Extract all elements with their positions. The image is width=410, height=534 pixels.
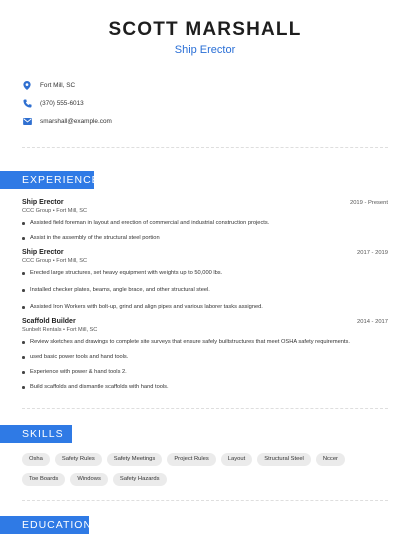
job-bullet: Assisted field foreman in layout and erection of commercial and industrial construction projects. xyxy=(22,220,388,227)
job-title: Ship Erector xyxy=(22,249,64,256)
contact-email xyxy=(22,112,410,130)
job-entry xyxy=(22,249,388,311)
email-icon xyxy=(22,116,32,126)
resume-header xyxy=(0,0,410,57)
skill-chip: Windows xyxy=(70,473,108,486)
phone-icon xyxy=(22,98,32,108)
skill-chip: Safety Meetings xyxy=(107,453,163,466)
job-meta: CCC Group • Fort Mill, SC xyxy=(22,258,88,264)
job-bullet: Assist in the assembly of the structural steel portion xyxy=(22,235,388,242)
skill-chip: Toe Boards xyxy=(22,473,65,486)
divider xyxy=(22,408,388,409)
divider xyxy=(22,500,388,501)
job-meta: Sunbelt Rentals • Fort Mill, SC xyxy=(22,327,98,333)
divider xyxy=(22,147,388,148)
skill-chip: Safety Rules xyxy=(55,453,102,466)
job-bullet: Review sketches and drawings to complete site surveys that ensure safely builtstructures that meet OSHA safety requirements. xyxy=(22,339,388,346)
skill-chip: Safety Hazards xyxy=(113,473,167,486)
education-heading: EDUCATION xyxy=(0,516,89,534)
skills-list xyxy=(22,453,388,486)
job-title: Scaffold Builder xyxy=(22,318,76,325)
experience-list xyxy=(0,199,410,391)
job-bullet: Assisted Iron Workers with bolt-up, grind and align pipes and various laborer tasks assigned. xyxy=(22,304,388,311)
job-dates: 2014 - 2017 xyxy=(357,319,388,325)
candidate-title: Ship Erector xyxy=(174,44,236,56)
map-pin-icon xyxy=(22,81,32,91)
job-dates: 2019 - Present xyxy=(349,200,388,206)
contact-list xyxy=(22,77,410,130)
contact-email-text: smarshall@example.com xyxy=(40,117,112,125)
skill-chip: Layout xyxy=(221,453,252,466)
contact-phone-text: (370) 555-6013 xyxy=(40,99,84,107)
job-entry xyxy=(22,318,388,391)
skill-chip: Osha xyxy=(22,453,50,466)
contact-location-text: Fort Mill, SC xyxy=(40,82,76,89)
skills-heading: SKILLS xyxy=(0,425,72,443)
job-bullet: Erected large structures, set heavy equipment with weights up to 50,000 lbs. xyxy=(22,270,388,277)
skill-chip: Nccer xyxy=(316,453,345,466)
skill-chip: Project Rules xyxy=(167,453,215,466)
skill-chip: Structural Steel xyxy=(257,453,311,466)
job-entry xyxy=(22,199,388,242)
job-bullet: Build scaffolds and dismantle scaffolds with hand tools. xyxy=(22,384,388,391)
contact-phone xyxy=(22,94,410,112)
job-dates: 2017 - 2019 xyxy=(357,250,388,256)
job-title: Ship Erector xyxy=(22,199,64,206)
job-bullet: Experience with power & hand tools 2. xyxy=(22,369,388,376)
job-meta: CCC Group • Fort Mill, SC xyxy=(22,208,88,214)
experience-heading: EXPERIENCE xyxy=(0,171,94,189)
candidate-name: SCOTT MARSHALL xyxy=(108,19,302,40)
job-bullet: Installed checker plates, beams, angle brace, and other structural steel. xyxy=(22,287,388,294)
contact-location xyxy=(22,77,410,94)
job-bullet: used basic power tools and hand tools. xyxy=(22,354,388,361)
